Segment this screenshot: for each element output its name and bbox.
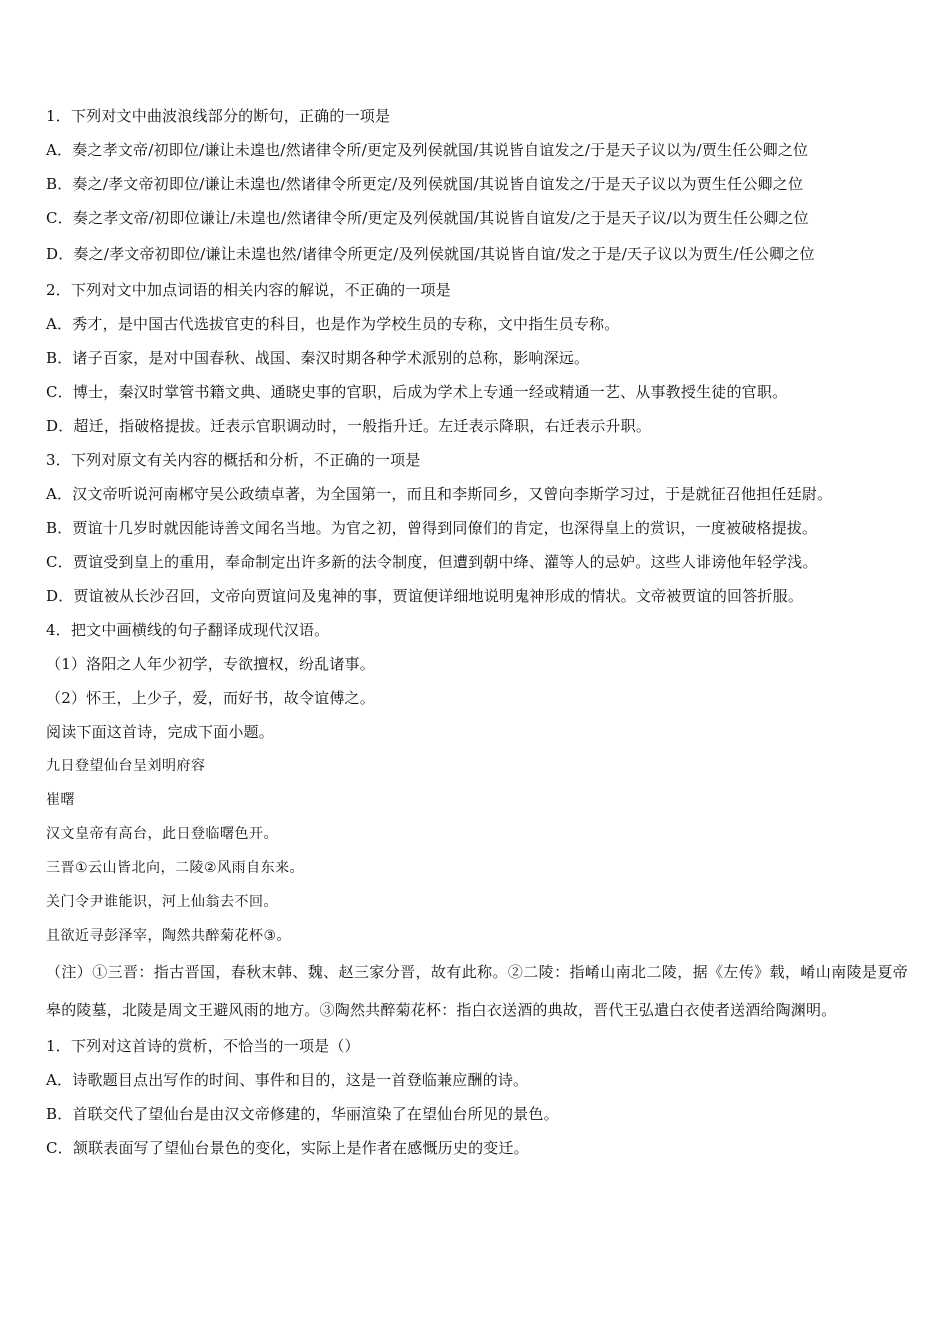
q4-sentence-1: （1）洛阳之人年少初学，专欲擅权，纷乱诸事。 <box>46 655 375 673</box>
q3-option-d: D．贾谊被从长沙召回，文帝向贾谊问及鬼神的事，贾谊便详细地说明鬼神形成的情状。文帝被贾谊的回答折服。 <box>46 587 804 605</box>
poem-line-2: 三晋①云山皆北向，二陵②风雨自东来。 <box>46 860 305 876</box>
q2-option-d: D．超迁，指破格提拔。迁表示官职调动时，一般指升迁。左迁表示降职，右迁表示升职。 <box>46 417 652 435</box>
pq1-option-b: B．首联交代了望仙台是由汉文帝修建的，华丽渲染了在望仙台所见的景色。 <box>46 1105 559 1123</box>
q2-option-b: B．诸子百家，是对中国春秋、战国、秦汉时期各种学术派别的总称，影响深远。 <box>46 349 590 367</box>
q1-option-b: B．奏之/孝文帝初即位/谦让未遑也/然诸律令所更定/及列侯就国/其说皆自谊发之/于是天子议以为贾生任公卿之位 <box>46 175 804 193</box>
q2-option-a: A．秀才，是中国古代选拔官吏的科目，也是作为学校生员的专称，文中指生员专称。 <box>46 315 620 333</box>
q1-option-c: C．奏之孝文帝/初即位谦让/未遑也/然诸律令所/更定及列侯就国/其说皆自谊发/之于是天子议/以为贾生任公卿之位 <box>46 209 809 227</box>
poem-line-3: 关门令尹谁能识，河上仙翁去不回。 <box>46 894 278 910</box>
pq1-stem: 1．下列对这首诗的赏析，不恰当的一项是（） <box>46 1037 360 1055</box>
q3-stem: 3．下列对原文有关内容的概括和分析，不正确的一项是 <box>46 451 421 469</box>
q3-option-c: C．贾谊受到皇上的重用，奉命制定出许多新的法令制度，但遭到朝中绛、灌等人的忌妒。这些人诽谤他年轻学浅。 <box>46 553 818 571</box>
poem-intro: 阅读下面这首诗，完成下面小题。 <box>46 723 275 741</box>
poem-author: 崔曙 <box>46 792 75 808</box>
q3-option-a: A．汉文帝听说河南郴守吴公政绩卓著，为全国第一，而且和李斯同乡，又曾向李斯学习过，于是就征召他担任廷尉。 <box>46 485 833 503</box>
pq1-option-c: C．颔联表面写了望仙台景色的变化，实际上是作者在感慨历史的变迁。 <box>46 1139 529 1157</box>
q4-sentence-2: （2）怀王，上少子，爱，而好书，故令谊傅之。 <box>46 689 375 707</box>
q1-option-d: D．奏之/孝文帝初即位/谦让未遑也然/诸律令所更定/及列侯就国/其说皆自谊/发之于是/天子议以为贾生/任公卿之位 <box>46 245 815 263</box>
q3-option-b: B．贾谊十几岁时就因能诗善文闻名当地。为官之初，曾得到同僚们的肯定，也深得皇上的赏识，一度被破格提拔。 <box>46 519 818 537</box>
document-page <box>46 99 908 1165</box>
q2-stem: 2．下列对文中加点词语的相关内容的解说，不正确的一项是 <box>46 281 451 299</box>
q4-stem: 4．把文中画横线的句子翻译成现代汉语。 <box>46 621 330 639</box>
q2-option-c: C．博士，秦汉时掌管书籍文典、通晓史事的官职，后成为学术上专通一经或精通一艺、从事教授生徒的官职。 <box>46 383 788 401</box>
q1-option-a: A．奏之孝文帝/初即位/谦让未遑也/然诸律令所/更定及列侯就国/其说皆自谊发之/于是天子议以为/贾生任公卿之位 <box>46 141 809 159</box>
poem-line-4: 且欲近寻彭泽宰，陶然共醉菊花杯③。 <box>46 928 292 944</box>
pq1-option-a: A．诗歌题目点出写作的时间、事件和目的，这是一首登临兼应酬的诗。 <box>46 1071 529 1089</box>
poem-note: （注）①三晋：指古晋国，春秋末韩、魏、赵三家分晋，故有此称。②二陵：指崤山南北二陵，据《左传》载，崤山南陵是夏帝皋的陵墓，北陵是周文王避风雨的地方。③陶然共醉菊花杯：指白衣送酒的典故，晋代王弘遣白衣使者送酒给陶渊明。 <box>46 963 908 1019</box>
poem-title: 九日登望仙台呈刘明府容 <box>46 758 206 774</box>
poem-line-1: 汉文皇帝有高台，此日登临曙色开。 <box>46 826 278 842</box>
q1-stem: 1．下列对文中曲波浪线部分的断句，正确的一项是 <box>46 107 391 125</box>
